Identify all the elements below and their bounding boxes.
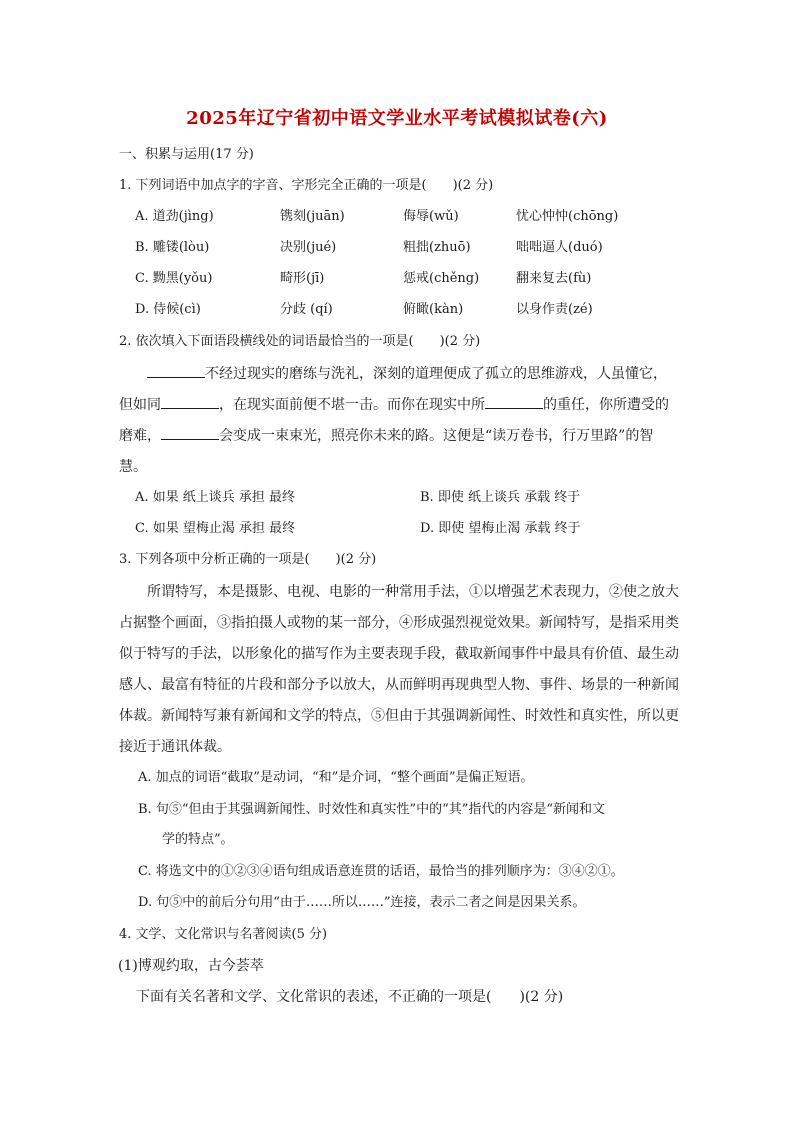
q1-option-d-3: 俯瞰(kàn): [403, 302, 464, 317]
q2-option-c: C. 如果 望梅止渴 承担 最终: [135, 521, 296, 536]
q3-passage-line-3: 似于特写的手法，以形象化的描写作为主要表现手段，截取新闻事件中最具有价值、最生动: [119, 646, 679, 662]
q1-option-a-3: 侮辱(wǔ): [403, 209, 459, 224]
q2-passage-line-2: [119, 394, 669, 416]
q3-passage-line-4: 感人、最富有特征的片段和部分予以放大，从而鲜明再现典型人物、事件、场景的一种新闻: [119, 677, 679, 693]
question-2-stem: 2. 依次填入下面语段横线处的词语最恰当的一项是( )(2 分): [119, 334, 481, 349]
q1-option-b-2: 决别(jué): [280, 240, 337, 255]
q1-option-d-1: D. 侍候(cì): [135, 302, 201, 317]
question-4-stem: 4. 文学、文化常识与名著阅读(5 分): [119, 927, 328, 942]
question-1-stem: 1. 下列词语中加点字的字音、字形完全正确的一项是( )(2 分): [119, 178, 494, 193]
q3-passage-line-6: 接近于通讯体裁。: [119, 739, 231, 755]
q1-option-d-4: 以身作责(zé): [516, 302, 593, 317]
q2-passage-line-3: [119, 425, 653, 447]
q2-passage-text-2a: 但如同: [119, 397, 161, 413]
fill-blank-1: [147, 363, 205, 378]
q1-option-b-4: 咄咄逼人(duó): [516, 240, 603, 255]
q1-option-a-4: 忧心忡忡(chōng): [516, 209, 619, 224]
q2-passage-text-2c: 的重任，你所遭受的: [543, 397, 669, 413]
q1-option-c-1: C. 黝黑(yǒu): [135, 271, 213, 286]
q2-passage-line-4: 慧。: [119, 459, 147, 475]
q4-subsection-1: (1)博观约取，古今荟萃: [118, 958, 264, 974]
q3-option-d: D. 句⑤中的前后分句用“由于……所以……”连接，表示二者之间是因果关系。: [138, 895, 586, 910]
q3-passage-line-5: 体裁。新闻特写兼有新闻和文学的特点，⑤但由于其强调新闻性、时效性和真实性，所以更: [119, 708, 679, 724]
q3-option-a: A. 加点的词语“截取”是动词，“和”是介词，“整个画面”是偏正短语。: [138, 770, 534, 785]
q1-option-c-3: 惩戒(chěng): [403, 271, 480, 286]
section-heading: 一、积累与运用(17 分): [119, 147, 254, 162]
q3-option-b-line-2: 学的特点”。: [162, 832, 234, 847]
q2-passage-text-2b: ，在现实面前便不堪一击。而你在现实中所: [219, 397, 485, 413]
q2-option-d: D. 即使 望梅止渴 承载 终于: [420, 521, 581, 536]
fill-blank-2: [161, 394, 219, 409]
question-3-stem: 3. 下列各项中分析正确的一项是( )(2 分): [119, 552, 377, 567]
q2-passage-line-1: [147, 363, 667, 385]
q3-passage-line-1: 所谓特写，本是摄影、电视、电影的一种常用手法，①以增强艺术表现力，②使之放大: [147, 584, 679, 600]
exam-title: 2025年辽宁省初中语文学业水平考试模拟试卷(六): [186, 108, 608, 129]
q1-option-b-3: 粗拙(zhuō): [403, 240, 471, 255]
fill-blank-3: [485, 394, 543, 409]
q1-option-d-2: 分歧 (qí): [280, 302, 333, 317]
q2-passage-text-3a: 磨难，: [119, 428, 161, 444]
q1-option-a-1: A. 道劲(jìng): [135, 209, 214, 224]
fill-blank-4: [161, 425, 219, 440]
q1-option-c-4: 翻来复去(fù): [516, 271, 592, 286]
q3-passage-line-2: 占据整个画面，③指拍摄人或物的某一部分，④形成强烈视觉效果。新闻特写，是指采用类: [119, 615, 679, 631]
q3-option-b-line-1: B. 句⑤“但由于其强调新闻性、时效性和真实性”中的“其”指代的内容是“新闻和文: [138, 802, 606, 817]
q2-option-b: B. 即使 纸上谈兵 承载 终于: [420, 490, 581, 505]
q1-option-b-1: B. 雕镂(lòu): [135, 240, 210, 255]
q1-option-a-2: 镌刻(juān): [280, 209, 345, 224]
q4-subsection-1-question: 下面有关名著和文学、文化常识的表述，不正确的一项是( )(2 分): [136, 989, 564, 1005]
q2-passage-text-3b: 会变成一束束光，照亮你未来的路。这便是“读万卷书，行万里路”的智: [219, 428, 654, 444]
q1-option-c-2: 畸形(jī): [280, 271, 325, 286]
q3-option-c: C. 将选文中的①②③④语句组成语意连贯的话语，最恰当的排列顺序为：③④②①。: [138, 864, 624, 879]
q2-passage-text-1: 不经过现实的磨练与洗礼，深刻的道理便成了孤立的思维游戏，人虽懂它，: [205, 366, 667, 382]
q2-option-a: A. 如果 纸上谈兵 承担 最终: [135, 490, 296, 505]
